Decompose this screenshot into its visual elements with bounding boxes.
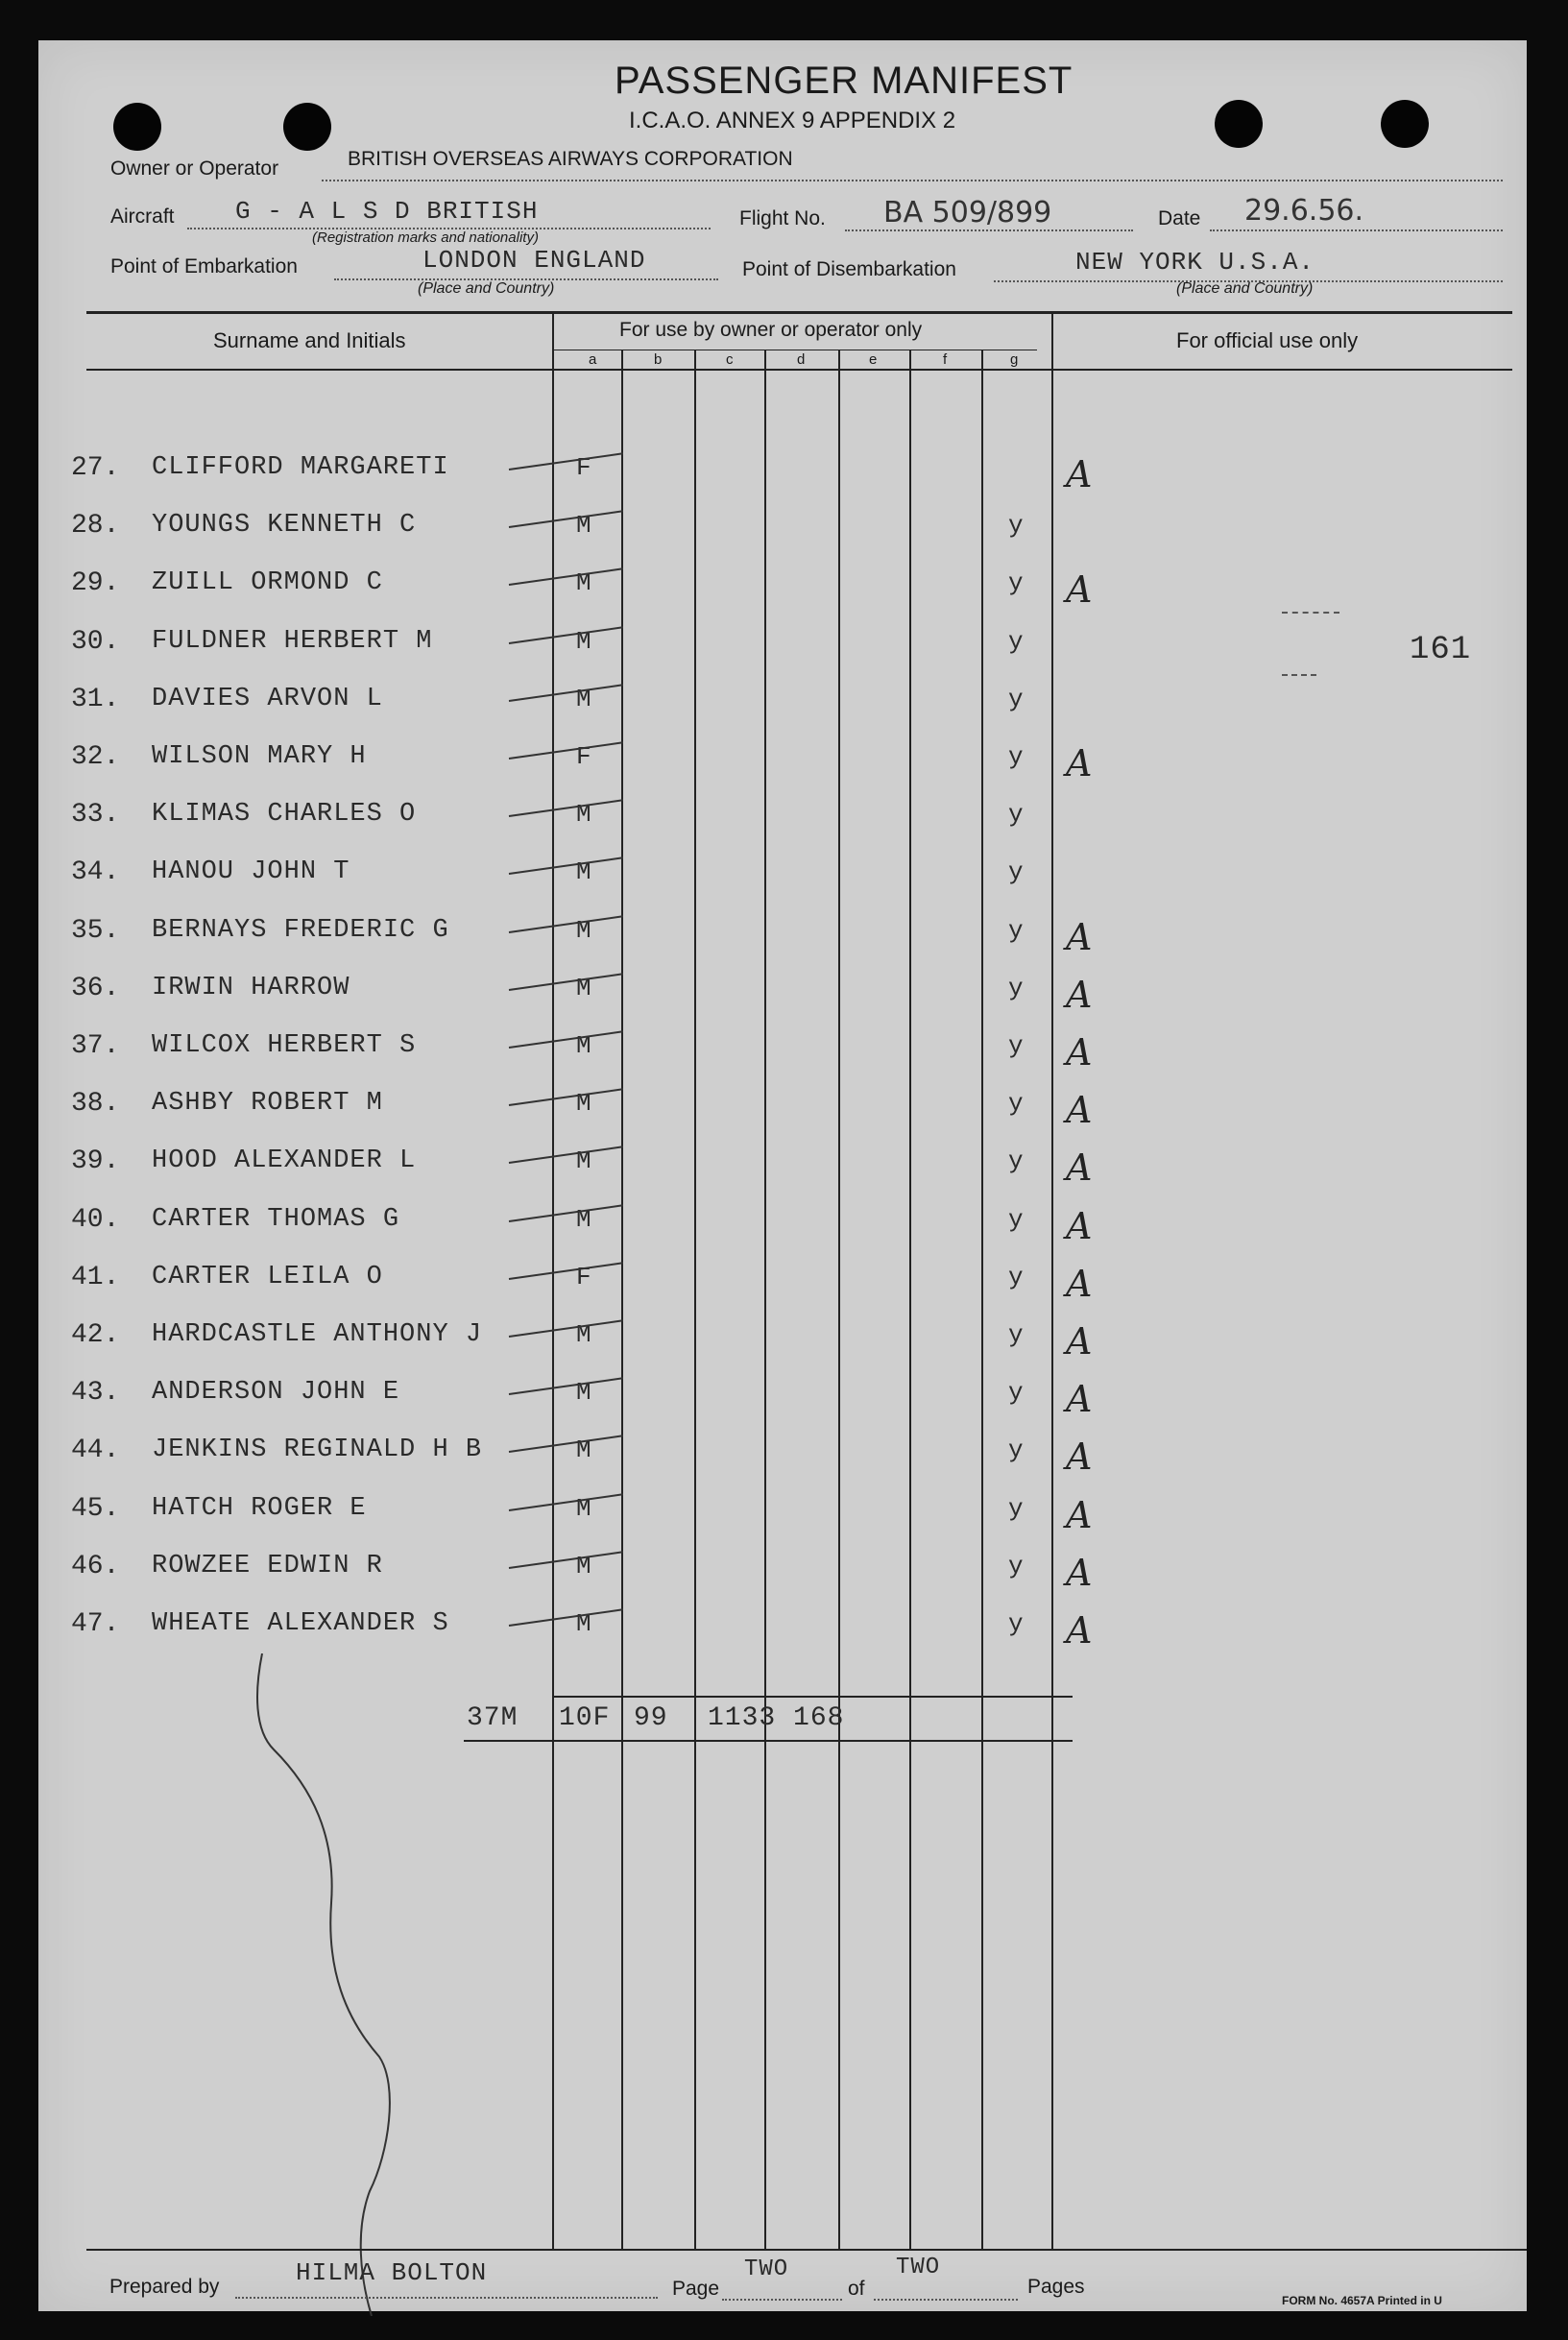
subcol-d: d (797, 351, 806, 368)
official-mark: A (1066, 453, 1093, 495)
passenger-row (38, 1146, 1527, 1190)
flight-value: BA 509/899 (883, 196, 1052, 229)
col-surname-header: Surname and Initials (213, 328, 406, 352)
passenger-col-g: y (1008, 1320, 1024, 1349)
passenger-col-g: y (1008, 1031, 1024, 1060)
passenger-row (38, 1204, 1527, 1247)
passenger-name: HARDCASTLE ANTHONY J (152, 1320, 483, 1349)
official-mark: A (1066, 1089, 1093, 1132)
check-stroke (509, 452, 623, 470)
official-mark: A (1066, 1204, 1093, 1247)
passenger-sex: M (576, 857, 591, 887)
passenger-row (38, 915, 1527, 958)
check-stroke (509, 1608, 623, 1627)
passenger-name: CLIFFORD MARGARETI (152, 453, 449, 482)
passenger-number: 37. (71, 1031, 120, 1061)
disembark-label: Point of Disembarkation (742, 258, 956, 280)
passenger-col-g: y (1008, 1378, 1024, 1408)
passenger-name: YOUNGS KENNETH C (152, 511, 417, 541)
passenger-sex: M (576, 1435, 591, 1465)
check-stroke (509, 1319, 623, 1338)
official-mark: A (1066, 1262, 1093, 1305)
total-2: 10F (559, 1703, 611, 1733)
embark-value: LONDON ENGLAND (422, 246, 646, 275)
punch-hole (1215, 100, 1263, 148)
passenger-number: 35. (71, 915, 120, 946)
official-mark: A (1066, 1435, 1093, 1479)
subcol-e: e (869, 351, 878, 368)
passenger-number: 30. (71, 626, 120, 657)
of-value: TWO (896, 2255, 941, 2280)
passenger-name: WILSON MARY H (152, 742, 367, 771)
passenger-number: 40. (71, 1204, 120, 1235)
passenger-number: 36. (71, 973, 120, 1003)
embark-label: Point of Embarkation (110, 255, 298, 277)
page-dotline (722, 2299, 842, 2301)
passenger-col-g: y (1008, 1551, 1024, 1580)
passenger-name: ANDERSON JOHN E (152, 1378, 400, 1408)
passenger-name: ZUILL ORMOND C (152, 568, 383, 598)
form-subtitle: I.C.A.O. ANNEX 9 APPENDIX 2 (629, 108, 956, 133)
punch-hole (283, 103, 331, 151)
passenger-sex: M (576, 1031, 591, 1060)
passenger-number: 33. (71, 800, 120, 831)
passenger-sex: F (576, 1262, 591, 1291)
check-stroke (509, 915, 623, 933)
passenger-col-g: y (1008, 684, 1024, 713)
passenger-row (38, 857, 1527, 896)
check-stroke (509, 1377, 623, 1395)
check-stroke (509, 857, 623, 876)
passenger-sex: M (576, 684, 591, 713)
passenger-sex: M (576, 1320, 591, 1349)
passenger-sex: M (576, 1089, 591, 1119)
passenger-name: CARTER THOMAS G (152, 1204, 400, 1234)
passenger-number: 34. (71, 857, 120, 888)
prepared-dotline (235, 2297, 658, 2299)
passenger-number: 31. (71, 684, 120, 714)
col-official-header: For official use only (1176, 328, 1359, 352)
check-stroke (509, 1262, 623, 1280)
page-label: Page (672, 2278, 720, 2300)
of-dotline (874, 2299, 1018, 2301)
passenger-name: BERNAYS FREDERIC G (152, 915, 449, 945)
ditto-line (206, 1653, 398, 2316)
date-value: 29.6.56. (1244, 194, 1364, 228)
passenger-col-g: y (1008, 568, 1024, 598)
official-mark: A (1066, 1320, 1093, 1363)
passenger-name: ASHBY ROBERT M (152, 1089, 383, 1119)
passenger-col-g: y (1008, 1262, 1024, 1291)
passenger-sex: M (576, 1378, 591, 1408)
total-1: 37M (467, 1703, 519, 1733)
passenger-name: HANOU JOHN T (152, 857, 350, 887)
passenger-row (38, 1031, 1527, 1074)
passenger-sex: F (576, 453, 591, 482)
passenger-col-g: y (1008, 1204, 1024, 1234)
passenger-row (38, 1493, 1527, 1536)
side-dashes (1282, 674, 1316, 676)
passenger-number: 46. (71, 1551, 120, 1581)
flight-label: Flight No. (739, 207, 826, 229)
passenger-name: KLIMAS CHARLES O (152, 800, 417, 830)
check-stroke (509, 626, 623, 644)
disembark-value: NEW YORK U.S.A. (1075, 248, 1315, 277)
subcol-a: a (589, 351, 597, 368)
passenger-sex: M (576, 1204, 591, 1234)
subcol-g: g (1010, 351, 1019, 368)
aircraft-label: Aircraft (110, 205, 175, 228)
passenger-number: 39. (71, 1146, 120, 1177)
check-stroke (509, 1030, 623, 1049)
check-stroke (509, 1204, 623, 1222)
passenger-row (38, 973, 1527, 1016)
check-stroke (509, 510, 623, 528)
passenger-name: CARTER LEILA O (152, 1262, 383, 1291)
official-mark: A (1066, 1031, 1093, 1074)
passenger-sex: M (576, 800, 591, 830)
passenger-col-g: y (1008, 742, 1024, 771)
manifest-sheet (38, 40, 1527, 2311)
official-mark: A (1066, 1493, 1093, 1536)
passenger-number: 28. (71, 511, 120, 542)
passenger-sex: M (576, 568, 591, 598)
owner-label: Owner or Operator (110, 157, 279, 180)
punch-hole (1381, 100, 1429, 148)
pages-label: Pages (1027, 2276, 1085, 2298)
passenger-row (38, 685, 1527, 723)
total-3: 99 (634, 1703, 668, 1733)
check-stroke (509, 973, 623, 991)
totals-bottom-rule (464, 1740, 1073, 1742)
prepared-label: Prepared by (109, 2276, 220, 2298)
passenger-sex: M (576, 973, 591, 1002)
passenger-row (38, 1609, 1527, 1652)
check-stroke (509, 799, 623, 817)
passenger-name: IRWIN HARROW (152, 973, 350, 1002)
total-4: 1133 168 (708, 1703, 845, 1733)
passenger-row (38, 1551, 1527, 1594)
passenger-sex: M (576, 1146, 591, 1176)
of-label: of (848, 2278, 865, 2300)
passenger-row (38, 627, 1527, 665)
check-stroke (509, 684, 623, 702)
passenger-col-g: y (1008, 1493, 1024, 1523)
form-number: FORM No. 4657A Printed in U (1282, 2294, 1442, 2307)
passenger-number: 27. (71, 453, 120, 483)
check-stroke (509, 1088, 623, 1106)
passenger-name: JENKINS REGINALD H B (152, 1435, 483, 1465)
passenger-number: 42. (71, 1320, 120, 1350)
disembark-note: (Place and Country) (1176, 280, 1314, 297)
passenger-row (38, 453, 1527, 495)
passenger-name: HOOD ALEXANDER L (152, 1146, 417, 1176)
side-number: 161 (1410, 632, 1472, 668)
passenger-row (38, 1089, 1527, 1132)
passenger-row (38, 742, 1527, 784)
passenger-col-g: y (1008, 626, 1024, 656)
check-stroke (509, 568, 623, 587)
passenger-number: 43. (71, 1378, 120, 1409)
official-mark: A (1066, 1609, 1093, 1652)
passenger-col-g: y (1008, 973, 1024, 1002)
passenger-name: WILCOX HERBERT S (152, 1031, 417, 1060)
passenger-sex: M (576, 915, 591, 945)
passenger-col-g: y (1008, 915, 1024, 945)
passenger-col-g: y (1008, 857, 1024, 887)
page-value: TWO (744, 2256, 789, 2282)
subcol-c: c (726, 351, 734, 368)
punch-hole (113, 103, 161, 151)
aircraft-value: G - A L S D BRITISH (235, 197, 539, 226)
passenger-col-g: y (1008, 1435, 1024, 1465)
passenger-sex: M (576, 626, 591, 656)
passenger-number: 32. (71, 742, 120, 772)
official-mark: A (1066, 1551, 1093, 1594)
passenger-number: 29. (71, 568, 120, 599)
form-title: PASSENGER MANIFEST (615, 60, 1073, 102)
prepared-value: HILMA BOLTON (296, 2258, 488, 2287)
passenger-sex: M (576, 511, 591, 541)
passenger-row (38, 1435, 1527, 1479)
owner-dotline (322, 180, 1503, 181)
passenger-row (38, 568, 1527, 612)
passenger-row (38, 511, 1527, 549)
passenger-col-g: y (1008, 511, 1024, 541)
subcol-b: b (654, 351, 663, 368)
passenger-sex: M (576, 1551, 591, 1580)
passenger-col-g: y (1008, 1089, 1024, 1119)
passenger-col-g: y (1008, 1146, 1024, 1176)
official-mark: A (1066, 973, 1093, 1016)
col-owner-use-header: For use by owner or operator only (619, 319, 923, 341)
table-top-rule (86, 311, 1512, 314)
official-mark: A (1066, 742, 1093, 784)
passenger-number: 41. (71, 1262, 120, 1292)
passenger-name: DAVIES ARVON L (152, 684, 383, 713)
passenger-number: 47. (71, 1609, 120, 1639)
date-dotline (1210, 229, 1503, 231)
table-header-rule (86, 369, 1512, 371)
check-stroke (509, 1146, 623, 1165)
official-mark: A (1066, 1378, 1093, 1421)
passenger-name: ROWZEE EDWIN R (152, 1551, 383, 1580)
passenger-sex: F (576, 742, 591, 771)
date-label: Date (1158, 207, 1201, 229)
subcol-f: f (943, 351, 948, 368)
owner-value: BRITISH OVERSEAS AIRWAYS CORPORATION (348, 148, 793, 170)
passenger-name: FULDNER HERBERT M (152, 626, 433, 656)
official-mark: A (1066, 1146, 1093, 1190)
passenger-name: WHEATE ALEXANDER S (152, 1609, 449, 1638)
passenger-row (38, 800, 1527, 838)
check-stroke (509, 1435, 623, 1454)
passenger-number: 38. (71, 1089, 120, 1120)
flight-dotline (845, 229, 1133, 231)
embark-note: (Place and Country) (418, 280, 555, 297)
passenger-col-g: y (1008, 1609, 1024, 1638)
aircraft-note: (Registration marks and nationality) (312, 229, 539, 246)
passenger-sex: M (576, 1493, 591, 1523)
passenger-name: HATCH ROGER E (152, 1493, 367, 1523)
passenger-row (38, 1262, 1527, 1305)
check-stroke (509, 1551, 623, 1569)
passenger-col-g: y (1008, 800, 1024, 830)
official-mark: A (1066, 568, 1093, 612)
passenger-sex: M (576, 1609, 591, 1638)
passenger-number: 45. (71, 1493, 120, 1524)
check-stroke (509, 741, 623, 760)
passenger-number: 44. (71, 1435, 120, 1466)
check-stroke (509, 1493, 623, 1511)
totals-top-rule (554, 1696, 1073, 1698)
footer-rule (86, 2249, 1527, 2251)
official-mark: A (1066, 915, 1093, 958)
passenger-row (38, 1378, 1527, 1421)
side-dashes (1282, 612, 1339, 614)
passenger-row (38, 1320, 1527, 1363)
